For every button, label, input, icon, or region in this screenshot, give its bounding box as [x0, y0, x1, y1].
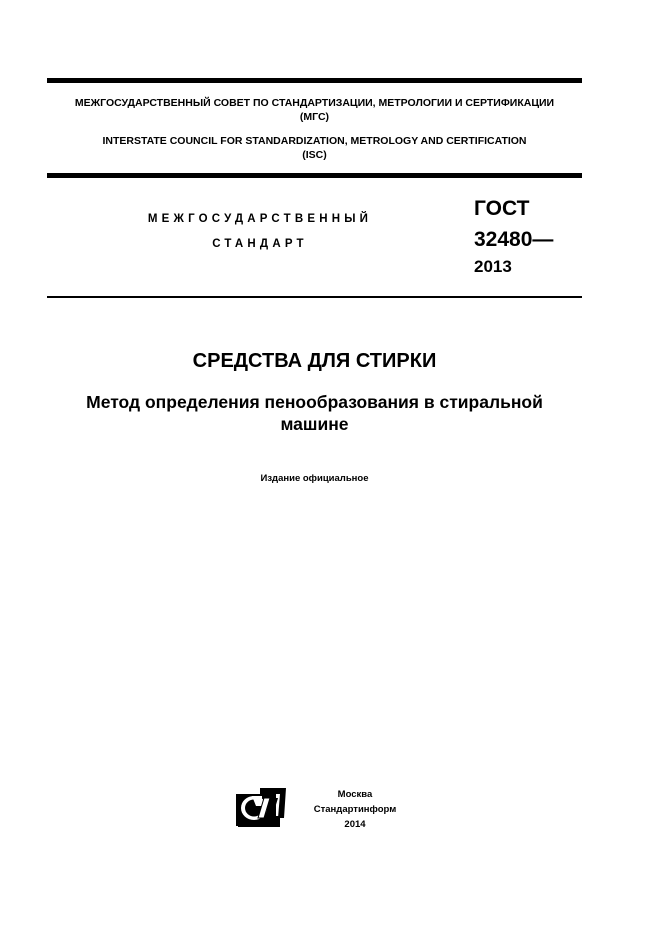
council-bottom-rule — [47, 173, 582, 178]
council-en-abbr: (ISC) — [302, 149, 327, 161]
document-subtitle-line1: Метод определения пенообразования в стиральной — [86, 392, 543, 412]
council-ru-name: МЕЖГОСУДАРСТВЕННЫЙ СОВЕТ ПО СТАНДАРТИЗАЦИИ, МЕТРОЛОГИИ И СЕРТИФИКАЦИИ — [74, 97, 555, 109]
council-en-name: INTERSTATE COUNCIL FOR STANDARDIZATION, METROLOGY AND CERTIFICATION — [102, 135, 527, 147]
edition-note: Издание официальное — [260, 473, 369, 484]
gost-year: 2013 — [474, 257, 512, 276]
council-ru-abbr: (МГС) — [299, 111, 330, 123]
gost-number: 32480— — [474, 228, 554, 251]
document-title: СРЕДСТВА ДЛЯ СТИРКИ — [192, 350, 437, 372]
header-bottom-rule — [47, 296, 582, 298]
standartinform-logo — [234, 786, 288, 828]
publisher-city: Москва — [337, 789, 373, 800]
publisher-year: 2014 — [344, 819, 366, 830]
standard-kind-line1: МЕЖГОСУДАРСТВЕННЫЙ — [147, 213, 373, 225]
document-subtitle-line2: машине — [280, 414, 349, 434]
standard-kind-line2: СТАНДАРТ — [212, 238, 308, 250]
gost-label: ГОСТ — [474, 197, 530, 220]
top-rule — [47, 78, 582, 83]
publisher-name: Стандартинформ — [313, 804, 397, 815]
